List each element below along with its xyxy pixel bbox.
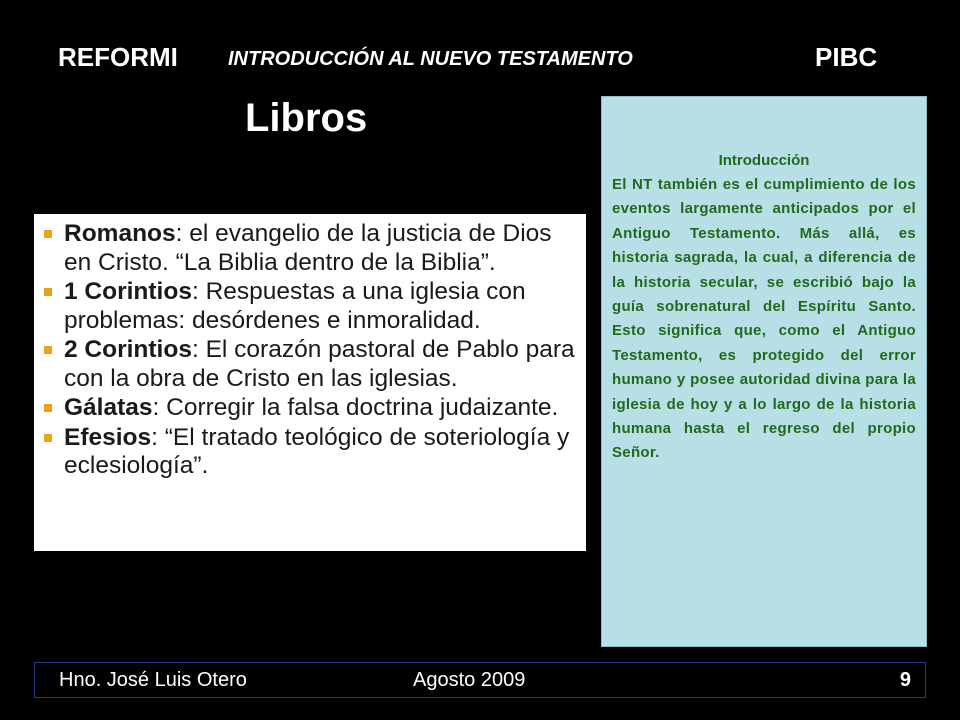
page-number: 9 <box>899 669 911 691</box>
footer-author: Hno. José Luis Otero <box>59 669 247 691</box>
list-item <box>44 424 580 481</box>
square-bullet-icon <box>44 404 52 412</box>
list-item <box>44 278 580 335</box>
book-name: 2 Corintios <box>64 336 192 363</box>
book-description: : el evangelio de la justicia de Dios en Cristo. “La Biblia dentro de la Biblia”. <box>64 220 552 276</box>
book-list-panel <box>34 214 586 551</box>
header-course-title: INTRODUCCIÓN AL NUEVO TESTAMENTO <box>228 48 633 70</box>
book-description: : Respuestas a una iglesia con problemas: desórdenes e inmoralidad. <box>64 278 526 334</box>
header-right: PIBC <box>815 42 878 72</box>
book-name: Gálatas <box>64 394 153 421</box>
book-description: : “El tratado teológico de soteriología y eclesiología”. <box>64 423 570 479</box>
book-description: : El corazón pastoral de Pablo para con la obra de Cristo en las iglesias. <box>64 336 575 392</box>
intro-box <box>601 96 927 647</box>
intro-body: El NT también es el cumplimiento de los eventos largamente anticipados por el Antiguo Testamento. Más allá, es historia sagrada, la cual, a diferencia de la historia secular, se escribió bajo la guía sobrenatural del Espíritu Santo. Esto significa que, como el Antiguo Testamento, es protegido del error humano y posee autoridad divina para la iglesia de hoy y a lo largo de la historia humana hasta el regreso del propio Señor. <box>612 176 916 462</box>
book-name: Efesios <box>64 423 152 451</box>
list-item <box>44 336 580 393</box>
square-bullet-icon <box>44 346 52 354</box>
slide-title: Libros <box>245 96 368 140</box>
book-list <box>44 220 580 481</box>
book-name: 1 Corintios <box>64 278 192 305</box>
list-item <box>44 220 580 277</box>
header-left: REFORMI <box>58 42 178 72</box>
footer-bar <box>34 662 926 698</box>
square-bullet-icon <box>44 288 52 296</box>
footer-date: Agosto 2009 <box>413 669 526 691</box>
intro-title: Introducción <box>718 152 810 169</box>
book-name: Romanos <box>64 220 176 247</box>
list-item <box>44 394 580 423</box>
square-bullet-icon <box>44 434 52 442</box>
square-bullet-icon <box>44 230 52 238</box>
book-description: : Corregir la falsa doctrina judaizante. <box>152 394 559 421</box>
